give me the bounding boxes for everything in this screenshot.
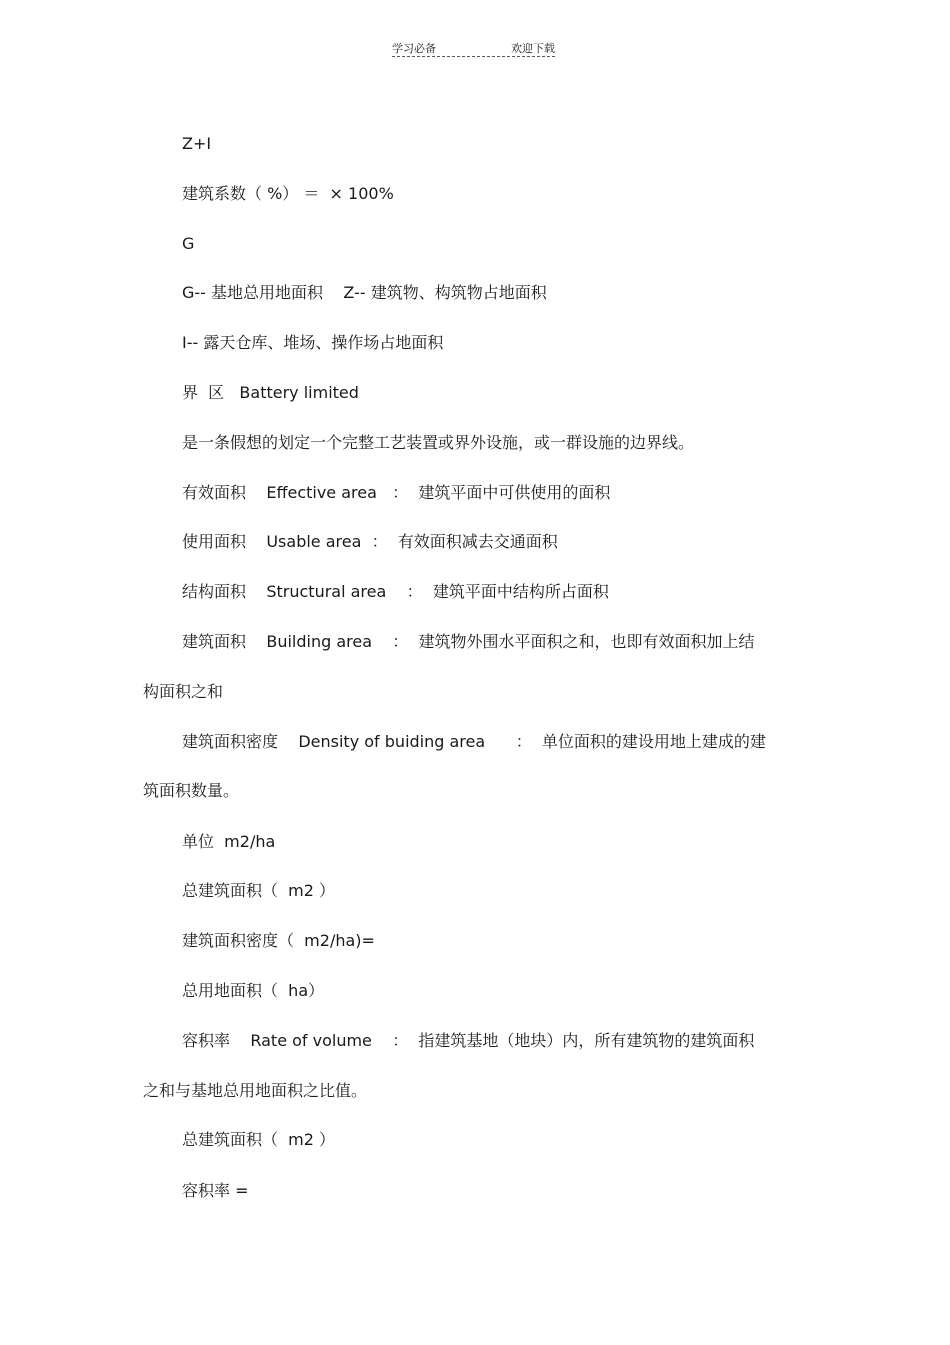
header-right-text: 欢迎下载 — [511, 42, 555, 55]
definition-i: I-- 露天仓库、堆场、操作场占地面积 — [182, 333, 444, 352]
term-building-area-cont: 构面积之和 — [143, 682, 224, 701]
building-coefficient-formula: 建筑系数（ %） ＝ × 100% — [182, 184, 394, 203]
density-formula: 建筑面积密度（ m2/ha)= — [182, 931, 375, 950]
battery-limited-definition: 是一条假想的划定一个完整工艺装置或界外设施，或一群设施的边界线。 — [182, 433, 695, 452]
volume-formula-numerator: 总建筑面积（ m2 ） — [182, 1130, 336, 1149]
term-effective-area: 有效面积 Effective area ： 建筑平面中可供使用的面积 — [182, 483, 611, 502]
formula-denominator: G — [182, 234, 195, 253]
formula-numerator: Z+I — [182, 134, 212, 153]
term-rate-of-volume: 容积率 Rate of volume ： 指建筑基地（地块）内，所有建筑物的建筑面积 — [182, 1031, 755, 1050]
density-formula-denominator: 总用地面积（ ha） — [182, 981, 325, 1000]
term-battery-limited: 界 区 Battery limited — [182, 383, 359, 402]
unit-line: 单位 m2/ha — [182, 832, 276, 851]
volume-formula: 容积率 = — [182, 1181, 249, 1200]
density-formula-numerator: 总建筑面积（ m2 ） — [182, 881, 336, 900]
page-header — [392, 38, 555, 57]
term-building-density: 建筑面积密度 Density of buiding area ： 单位面积的建设用地上建成的建 — [182, 732, 766, 751]
term-building-density-cont: 筑面积数量。 — [143, 781, 240, 800]
term-structural-area: 结构面积 Structural area ： 建筑平面中结构所占面积 — [182, 582, 609, 601]
term-rate-of-volume-cont: 之和与基地总用地面积之比值。 — [143, 1081, 368, 1100]
header-left-text: 学习必备 — [392, 42, 436, 55]
term-building-area: 建筑面积 Building area ： 建筑物外围水平面积之和，也即有效面积加上结 — [182, 632, 755, 651]
term-usable-area: 使用面积 Usable area ： 有效面积减去交通面积 — [182, 532, 558, 551]
definition-g-z: G-- 基地总用地面积 Z-- 建筑物、构筑物占地面积 — [182, 283, 547, 302]
